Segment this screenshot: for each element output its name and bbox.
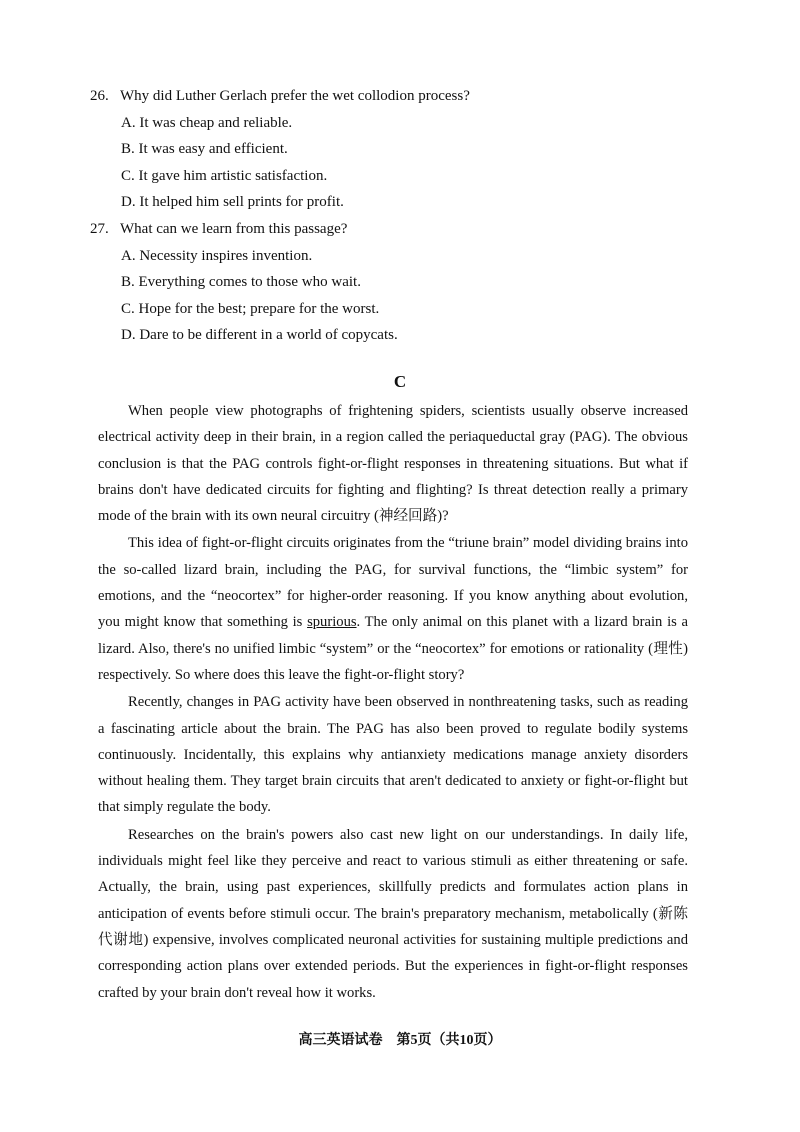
passage-paragraph-3: Recently, changes in PAG activity have been observed in nonthreatening tasks, such as reading a fascinating article about the brain. The PAG has also been proved to regulate bodily systems continuously. Incidentally, this explains why antianxiety medications manage anxiety disorders without healing them. They target brain circuits that aren't dedicated to anxiety or fight-or-flight but that simply regulate the body. (98, 694, 688, 816)
passage-paragraph-2 (98, 530, 688, 688)
question-text: What can we learn from this passage? (120, 221, 348, 237)
question-number: 26. (90, 88, 109, 104)
question-27 (90, 216, 710, 349)
paragraph-text: This idea of fight-or-flight circuits originates from the “triune brain” model dividing brains into the so-called lizard brain, including the PAG, for survival functions, the “limbic system” for emotions, and the “neocortex” for higher-order reasoning. If you know anything about evolution, you might know that something is (98, 535, 688, 631)
question-number: 27. (90, 221, 109, 237)
option-b: B. It was easy and efficient. (121, 141, 288, 157)
page-footer: 高三英语试卷 第5页（共10页） (298, 1033, 502, 1048)
option-a: A. Necessity inspires invention. (121, 247, 313, 264)
paragraph-text: . The only animal on this planet with a lizard brain is a lizard. Also, there's no unified limbic “system” or the “neocortex” for emotions or rationality (理性) respectively. So where does this leave the fight-or-flight story? (98, 614, 688, 683)
option-a: A. It was cheap and reliable. (121, 114, 293, 131)
underlined-word: spurious (307, 614, 357, 631)
option-c: C. It gave him artistic satisfaction. (121, 167, 328, 184)
option-d: D. It helped him sell prints for profit. (121, 194, 344, 210)
option-d: D. Dare to be different in a world of copycats. (121, 327, 398, 343)
passage-paragraph-4: Researches on the brain's powers also cast new light on our understandings. In daily life, individuals might feel like they perceive and react to various stimuli as either threatening or safe. Actually, the brain, using past experiences, skillfully predicts and formulates action plans in anticipation of events before stimuli occur. The brain's preparatory mechanism, metabolically (新陈代谢地) expensive, involves complicated neuronal activities for sustaining multiple predictions and corresponding action plans over extended periods. But the experiences in fight-or-flight responses crafted by your brain don't reveal how it works. (98, 826, 688, 1001)
option-b: B. Everything comes to those who wait. (121, 274, 361, 290)
question-26 (90, 83, 710, 216)
reading-passage (98, 398, 688, 1006)
section-heading: C (393, 372, 407, 391)
question-stem (90, 83, 710, 110)
question-stem (90, 216, 710, 243)
passage-paragraph-1: When people view photographs of frightening spiders, scientists usually observe increased electrical activity deep in their brain, in a region called the periaqueductal gray (PAG). The obvious conclusion is that the PAG controls fight-or-flight responses in threatening situations. But what if brains don't have dedicated circuits for fighting and flighting? Is threat detection really a primary mode of the brain with its own neural circuitry (神经回路)? (98, 403, 688, 525)
option-c: C. Hope for the best; prepare for the worst. (121, 300, 380, 317)
question-text: Why did Luther Gerlach prefer the wet collodion process? (120, 88, 470, 104)
